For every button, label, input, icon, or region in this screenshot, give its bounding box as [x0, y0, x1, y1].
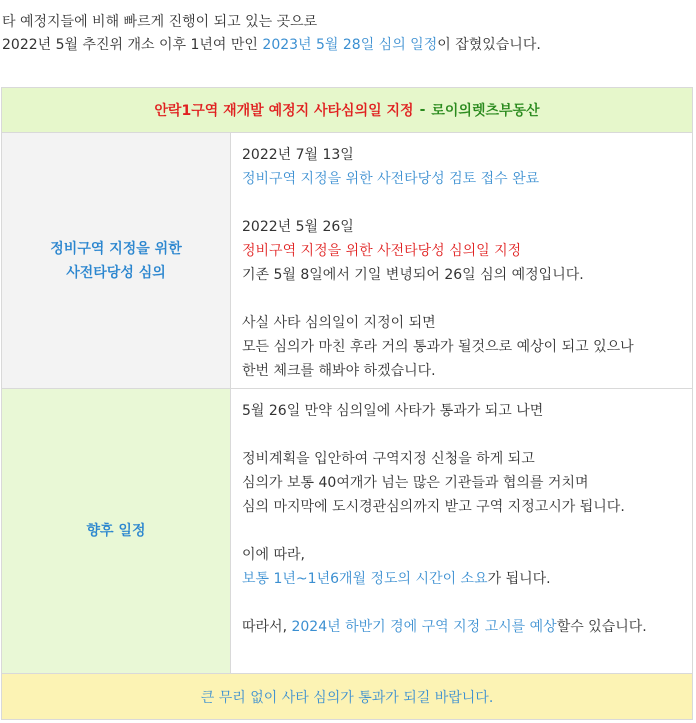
row-label-feasibility	[2, 133, 231, 388]
date-2: 2022년 5월 26일	[242, 219, 354, 235]
intro-text	[2, 11, 692, 57]
note-line-1: 사실 사타 심의일이 지정이 되면	[242, 315, 436, 331]
future-p3b-post: 가 됩니다.	[487, 571, 551, 587]
table-row-feasibility	[2, 133, 692, 389]
row-content-future	[242, 399, 687, 639]
future-p2c: 심의 마지막에 도시경관심의까지 받고 구역 지정고시가 됩니다.	[242, 499, 625, 515]
row-label-line-2: 사전타당성 심의	[66, 264, 166, 281]
schedule-table	[1, 87, 693, 720]
intro-line-2-highlight: 2023년 5월 28일 심의 일정	[262, 37, 438, 53]
table-row-future	[2, 389, 692, 674]
table-title-main: 안락1구역 재개발 예정지 사타심의일 지정	[154, 103, 414, 119]
future-p1: 5월 26일 만약 심의일에 사타가 통과가 되고 나면	[242, 403, 544, 419]
table-title-brand: 로이의렛츠부동산	[431, 103, 540, 119]
future-p3b-highlight: 보통 1년~1년6개월 정도의 시간이 소요	[242, 571, 488, 587]
item-1: 정비구역 지정을 위한 사전타당성 검토 접수 완료	[242, 171, 540, 187]
date-1: 2022년 7월 13일	[242, 147, 354, 163]
intro-line-2-pre: 2022년 5월 추진위 개소 이후 1년여 만인	[2, 37, 263, 53]
intro-line-2	[2, 34, 692, 57]
future-p2a: 정비계획을 입안하여 구역지정 신청을 하게 되고	[242, 451, 535, 467]
intro-line-2-post: 이 잡혔있습니다.	[437, 37, 541, 53]
future-p2b: 심의가 보통 40여개가 넘는 많은 기관들과 협의를 거치며	[242, 475, 589, 491]
row-label-line-1: 정비구역 지정을 위한	[50, 240, 182, 257]
future-p3a: 이에 따라,	[242, 547, 305, 563]
item-2-note: 기존 5월 8일에서 기일 변녕되어 26일 심의 예정입니다.	[242, 267, 584, 283]
future-p4-pre: 따라서,	[242, 619, 292, 635]
footer-text: 큰 무리 없이 사타 심의가 통과가 되길 바랍니다.	[200, 689, 494, 706]
table-title	[2, 88, 692, 133]
intro-line-1: 타 예정지들에 비해 빠르게 진행이 되고 있는 곳으로	[2, 14, 318, 30]
row-label-future: 향후 일정	[2, 389, 231, 673]
note-line-2: 모든 심의가 마친 후라 거의 통과가 될것으로 예상이 되고 있으나	[242, 339, 634, 355]
future-p4	[242, 615, 687, 639]
table-title-separator: -	[419, 102, 426, 118]
future-p3b	[242, 567, 687, 591]
future-p4-highlight: 2024년 하반기 경에 구역 지정 고시를 예상	[291, 619, 557, 635]
note-line-3: 한번 체크를 해봐야 하겠습니다.	[242, 363, 436, 379]
future-p4-post: 할수 있습니다.	[556, 619, 647, 635]
table-footer	[2, 674, 692, 719]
item-2: 정비구역 지정을 위한 사전타당성 심의일 지정	[242, 243, 522, 259]
row-content-feasibility	[242, 143, 687, 383]
